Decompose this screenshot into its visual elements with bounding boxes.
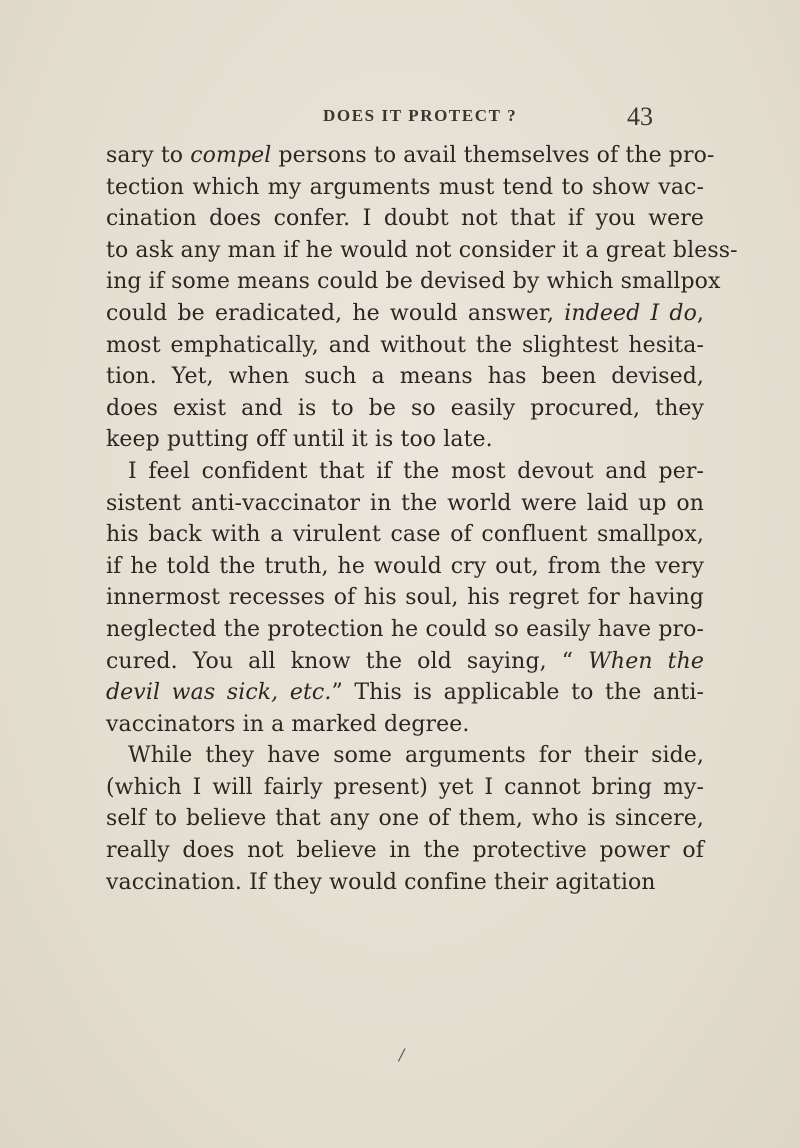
text-run: keep putting off until it is too late. <box>106 427 493 453</box>
body-text <box>106 140 738 898</box>
text-line <box>106 551 704 583</box>
text-line <box>106 140 715 172</box>
text-run: cination does confer. I doubt not that if you were <box>106 206 704 232</box>
italic-text: compel <box>190 143 272 168</box>
text-line <box>106 235 738 267</box>
text-line <box>106 266 721 298</box>
text-line <box>106 740 704 772</box>
text-line <box>106 519 704 551</box>
text-line <box>106 614 704 646</box>
text-run: does exist and is to be so easily procured, they <box>106 395 704 421</box>
text-line <box>106 646 704 678</box>
text-run: tion. Yet, when such a means has been devised, <box>106 364 704 390</box>
text-run: could be eradicated, he would answer, <box>106 300 565 326</box>
text-run: While they have some arguments for their side, <box>128 743 704 769</box>
text-run: if he told the truth, he would cry out, from the very <box>106 553 704 579</box>
text-run: tection which my arguments must tend to show vac- <box>106 174 704 200</box>
text-line <box>106 172 704 204</box>
italic-text: indeed I do <box>564 300 697 326</box>
text-run: to ask any man if he would not consider it a great bless- <box>106 237 738 263</box>
text-run: I feel confident that if the most devout and per- <box>128 458 704 484</box>
text-run: really does not believe in the protective power of <box>106 838 704 864</box>
stray-mark: / <box>399 1045 405 1064</box>
text-run: most emphatically, and without the slightest hesita- <box>106 332 704 358</box>
text-run: self to believe that any one of them, who is sincere, <box>106 806 704 832</box>
text-line <box>106 330 704 362</box>
italic-text: devil was sick, etc. <box>106 680 332 706</box>
text-run: (which I will fairly present) yet I cannot bring my- <box>106 774 704 800</box>
text-line <box>106 835 704 867</box>
page-number: 43 <box>627 102 653 131</box>
text-run: innermost recesses of his soul, his regret for having <box>106 585 704 611</box>
text-line <box>106 677 704 709</box>
text-line <box>106 772 704 804</box>
text-line <box>106 456 704 488</box>
text-line <box>106 361 704 393</box>
text-line <box>106 298 704 330</box>
paragraph <box>106 140 738 456</box>
text-run: sary to <box>106 143 191 168</box>
text-line <box>106 424 704 456</box>
paragraph <box>106 740 704 898</box>
page-header <box>0 102 800 138</box>
text-run: persons to avail themselves of the pro- <box>271 143 715 168</box>
text-line <box>106 393 704 425</box>
text-run: ing if some means could be devised by which smallpox <box>106 269 721 295</box>
text-run: ” This is applicable to the anti- <box>331 680 704 706</box>
text-run: sistent anti-vaccinator in the world were laid up on <box>106 490 704 516</box>
text-line <box>106 709 704 741</box>
paragraph <box>106 456 704 740</box>
text-line <box>106 488 704 520</box>
text-run: his back with a virulent case of confluent smallpox, <box>106 522 704 548</box>
running-head: DOES IT PROTECT ? <box>323 106 518 125</box>
italic-text: When the <box>588 648 704 674</box>
text-line <box>106 867 704 899</box>
text-run: cured. You all know the old saying, “ <box>106 648 589 674</box>
text-line <box>106 582 704 614</box>
text-run: , <box>696 300 705 326</box>
text-run: neglected the protection he could so easily have pro- <box>106 616 704 642</box>
text-line <box>106 803 704 835</box>
text-run: vaccinators in a marked degree. <box>106 711 470 737</box>
text-run: vaccination. If they would confine their agitation <box>106 869 656 895</box>
text-line <box>106 203 704 235</box>
